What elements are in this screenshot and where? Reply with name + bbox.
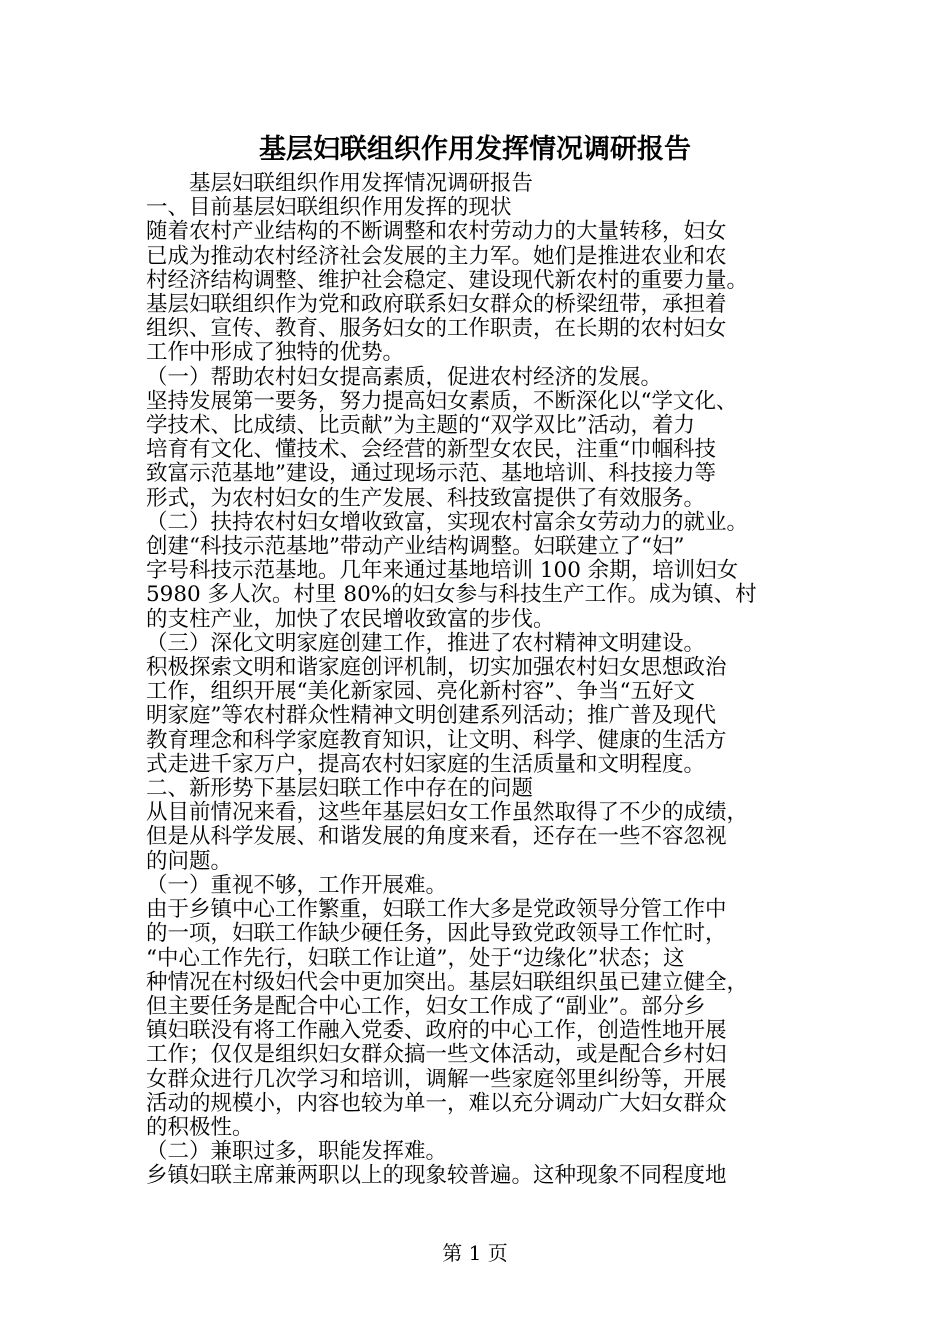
body-line: （二）扶持农村妇女增收致富，实现农村富余女劳动力的就业。: [146, 509, 749, 535]
body-line: 镇妇联没有将工作融入党委、政府的中心工作，创造性地开展: [146, 1018, 727, 1044]
document-title: 基层妇联组织作用发挥情况调研报告: [259, 134, 691, 165]
body-line: 基层妇联组织作用发挥情况调研报告: [146, 171, 534, 196]
body-line: 教育理念和科学家庭教育知识，让文明、科学、健康的生活方: [146, 727, 727, 753]
body-line: 式走进千家万户，提高农村妇家庭的生活质量和文明程度。: [146, 751, 706, 777]
body-line: 字号科技示范基地。几年来通过基地培训 100 余期，培训妇女: [146, 558, 739, 584]
body-line: 工作，组织开展“美化新家园、亮化新村容”、争当“五好文: [146, 679, 695, 705]
body-line: 的一项，妇联工作缺少硬任务，因此导致党政领导工作忙时，: [146, 921, 727, 947]
body-line: 的问题。: [146, 848, 233, 874]
body-line: 积极探索文明和谐家庭创评机制，切实加强农村妇女思想政治: [146, 655, 727, 681]
body-line: “中心工作先行，妇联工作让道”，处于“边缘化”状态；这: [146, 945, 685, 971]
body-line: （三）深化文明家庭创建工作，推进了农村精神文明建设。: [146, 630, 706, 656]
body-line: 但主要任务是配合中心工作，妇女工作成了“副业”。部分乡: [146, 993, 706, 1019]
body-line: 形式，为农村妇女的生产发展、科技致富提供了有效服务。: [146, 485, 706, 511]
body-line: 创建“科技示范基地”带动产业结构调整。妇联建立了“妇”: [146, 534, 685, 560]
body-line: 组织、宣传、教育、服务妇女的工作职责，在长期的农村妇女: [146, 316, 727, 342]
body-line: 致富示范基地”建设，通过现场示范、基地培训、科技接力等: [146, 461, 716, 487]
body-line: 基层妇联组织作为党和政府联系妇女群众的桥梁纽带，承担着: [146, 292, 727, 318]
body-line: 由于乡镇中心工作繁重，妇联工作大多是党政领导分管工作中: [146, 897, 727, 923]
page-number: 第 1 页: [442, 1241, 508, 1265]
body-line: 坚持发展第一要务，努力提高妇女素质，不断深化以“学文化、: [146, 388, 738, 414]
body-line: 的积极性。: [146, 1114, 254, 1140]
body-line: 但是从科学发展、和谐发展的角度来看，还存在一些不容忽视: [146, 824, 727, 850]
body-line: 工作；仅仅是组织妇女群众搞一些文体活动，或是配合乡村妇: [146, 1042, 727, 1068]
body-line: 培育有文化、懂技术、会经营的新型女农民，注重“巾帼科技: [146, 437, 716, 463]
body-line: （一）帮助农村妇女提高素质，促进农村经济的发展。: [146, 364, 663, 390]
body-line: 一、目前基层妇联组织作用发挥的现状: [146, 195, 512, 221]
body-line: 学技术、比成绩、比贡献”为主题的“双学双比”活动，着力: [146, 413, 695, 439]
body-line: 的支柱产业，加快了农民增收致富的步伐。: [146, 606, 555, 632]
body-line: 5980 多人次。村里 80%的妇女参与科技生产工作。成为镇、村: [146, 582, 757, 608]
body-line: 乡镇妇联主席兼两职以上的现象较普遍。这种现象不同程度地: [146, 1163, 727, 1189]
body-line: （二）兼职过多，职能发挥难。: [146, 1139, 448, 1165]
body-line: 工作中形成了独特的优势。: [146, 340, 405, 366]
body-line: 已成为推动农村经济社会发展的主力军。她们是推进农业和农: [146, 243, 727, 269]
body-line: 种情况在村级妇代会中更加突出。基层妇联组织虽已建立健全，: [146, 969, 749, 995]
body-line: 活动的规模小，内容也较为单一，难以充分调动广大妇女群众: [146, 1090, 727, 1116]
body-line: （一）重视不够，工作开展难。: [146, 872, 448, 898]
body-line: 二、新形势下基层妇联工作中存在的问题: [146, 776, 534, 802]
body-line: 村经济结构调整、维护社会稳定、建设现代新农村的重要力量。: [146, 267, 749, 293]
body-line: 女群众进行几次学习和培训，调解一些家庭邻里纠纷等，开展: [146, 1066, 727, 1092]
body-line: 随着农村产业结构的不断调整和农村劳动力的大量转移，妇女: [146, 219, 727, 245]
body-line: 明家庭”等农村群众性精神文明创建系列活动；推广普及现代: [146, 703, 716, 729]
document-body: [146, 172, 826, 1189]
body-line: 从目前情况来看，这些年基层妇女工作虽然取得了不少的成绩，: [146, 800, 749, 826]
